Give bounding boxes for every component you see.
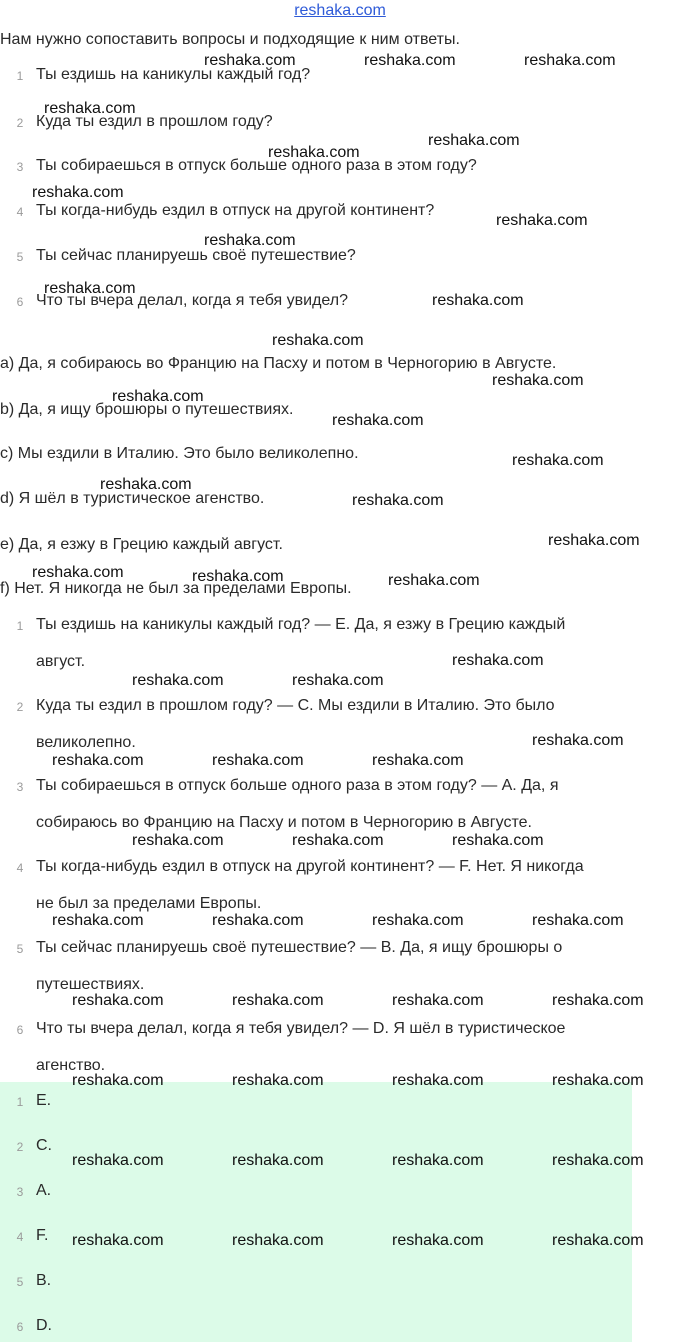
watermark: reshaka.com — [292, 832, 384, 849]
watermark: reshaka.com — [352, 492, 444, 509]
watermark: reshaka.com — [552, 1232, 644, 1249]
answer-block — [0, 1082, 632, 1342]
option-e: e) Да, я езжу в Грецию каждый август. — [0, 536, 283, 553]
watermark: reshaka.com — [204, 232, 296, 249]
answer-number: 1 — [16, 1095, 24, 1109]
watermark: reshaka.com — [496, 212, 588, 229]
watermark: reshaka.com — [52, 912, 144, 929]
pair-number: 2 — [16, 700, 24, 714]
watermark: reshaka.com — [452, 832, 544, 849]
question-text: Ты сейчас планируешь своё путешествие? — [36, 247, 356, 264]
pair-number: 5 — [16, 942, 24, 956]
option-c: c) Мы ездили в Италию. Это было великолепно. — [0, 445, 359, 462]
watermark: reshaka.com — [392, 1152, 484, 1169]
answer-letter: E. — [36, 1092, 52, 1109]
answer-number: 3 — [16, 1185, 24, 1199]
watermark: reshaka.com — [392, 1072, 484, 1089]
pair-line: агенство. — [36, 1057, 106, 1074]
question-text: Ты ездишь на каникулы каждый год? — [36, 66, 311, 83]
watermark: reshaka.com — [552, 992, 644, 1009]
answer-letter: C. — [36, 1137, 52, 1154]
answer-letter: F. — [36, 1227, 49, 1244]
watermark: reshaka.com — [72, 1072, 164, 1089]
answer-letter: D. — [36, 1317, 52, 1334]
watermark: reshaka.com — [552, 1152, 644, 1169]
watermark: reshaka.com — [212, 752, 304, 769]
watermark: reshaka.com — [268, 144, 360, 161]
question-text: Ты собираешься в отпуск больше одного раза в этом году? — [36, 157, 477, 174]
pair-line: Куда ты ездил в прошлом году? — С. Мы ездили в Италию. Это было — [36, 697, 555, 714]
pair-line: Ты ездишь на каникулы каждый год? — Е. Да, я езжу в Грецию каждый — [36, 616, 566, 633]
watermark: reshaka.com — [32, 184, 124, 201]
pair-line: август. — [36, 653, 86, 670]
watermark: reshaka.com — [292, 672, 384, 689]
watermark: reshaka.com — [232, 1152, 324, 1169]
pair-number: 4 — [16, 861, 24, 875]
watermark: reshaka.com — [44, 100, 136, 117]
option-a: a) Да, я собираюсь во Францию на Пасху и потом в Черногорию в Августе. — [0, 355, 557, 372]
answer-letter: A. — [36, 1182, 52, 1199]
question-text: Ты когда-нибудь ездил в отпуск на другой континент? — [36, 202, 435, 219]
pair-line: путешествиях. — [36, 976, 145, 993]
option-d: d) Я шёл в туристическое агенство. — [0, 490, 265, 507]
answer-number: 2 — [16, 1140, 24, 1154]
watermark: reshaka.com — [524, 52, 616, 69]
watermark: reshaka.com — [272, 332, 364, 349]
watermark: reshaka.com — [532, 912, 624, 929]
watermark: reshaka.com — [232, 1232, 324, 1249]
watermark: reshaka.com — [212, 912, 304, 929]
answer-letter: B. — [36, 1272, 52, 1289]
watermark: reshaka.com — [432, 292, 524, 309]
pair-number: 3 — [16, 780, 24, 794]
watermark: reshaka.com — [72, 1232, 164, 1249]
pair-number: 6 — [16, 1023, 24, 1037]
pair-line: не был за пределами Европы. — [36, 895, 262, 912]
watermark: reshaka.com — [392, 992, 484, 1009]
pair-line: великолепно. — [36, 734, 136, 751]
watermark: reshaka.com — [512, 452, 604, 469]
answer-number: 4 — [16, 1230, 24, 1244]
pair-number: 1 — [16, 619, 24, 633]
option-f: f) Нет. Я никогда не был за пределами Европы. — [0, 580, 352, 597]
watermark: reshaka.com — [548, 532, 640, 549]
question-text: Что ты вчера делал, когда я тебя увидел? — [36, 292, 348, 309]
question-number: 2 — [16, 116, 24, 130]
pair-line: Ты когда-нибудь ездил в отпуск на другой континент? — F. Нет. Я никогда — [36, 858, 584, 875]
watermark: reshaka.com — [204, 52, 296, 69]
watermark: reshaka.com — [452, 652, 544, 669]
watermark: reshaka.com — [332, 412, 424, 429]
pair-line: Ты собираешься в отпуск больше одного раза в этом году? — А. Да, я — [36, 777, 559, 794]
watermark: reshaka.com — [192, 568, 284, 585]
watermark: reshaka.com — [372, 912, 464, 929]
watermark: reshaka.com — [492, 372, 584, 389]
question-number: 3 — [16, 160, 24, 174]
watermark: reshaka.com — [532, 732, 624, 749]
question-number: 1 — [16, 69, 24, 83]
watermark: reshaka.com — [232, 992, 324, 1009]
watermark: reshaka.com — [392, 1232, 484, 1249]
task-intro: Нам нужно сопоставить вопросы и подходящие к ним ответы. — [0, 31, 460, 48]
watermark: reshaka.com — [32, 564, 124, 581]
watermark: reshaka.com — [72, 992, 164, 1009]
question-text: Куда ты ездил в прошлом году? — [36, 113, 273, 130]
watermark: reshaka.com — [132, 832, 224, 849]
watermark: reshaka.com — [132, 672, 224, 689]
watermark: reshaka.com — [388, 572, 480, 589]
watermark: reshaka.com — [232, 1072, 324, 1089]
watermark: reshaka.com — [112, 388, 204, 405]
watermark: reshaka.com — [428, 132, 520, 149]
watermark: reshaka.com — [72, 1152, 164, 1169]
site-link[interactable]: reshaka.com — [294, 2, 386, 19]
question-number: 5 — [16, 250, 24, 264]
answer-number: 5 — [16, 1275, 24, 1289]
pair-line: собираюсь во Францию на Пасху и потом в Черногорию в Августе. — [36, 814, 532, 831]
option-b: b) Да, я ищу брошюры о путешествиях. — [0, 401, 294, 418]
watermark: reshaka.com — [52, 752, 144, 769]
watermark: reshaka.com — [100, 476, 192, 493]
question-number: 6 — [16, 295, 24, 309]
pair-line: Что ты вчера делал, когда я тебя увидел? — D. Я шёл в туристическое — [36, 1020, 566, 1037]
pair-line: Ты сейчас планируешь своё путешествие? — В. Да, я ищу брошюры о — [36, 939, 563, 956]
watermark: reshaka.com — [372, 752, 464, 769]
answer-number: 6 — [16, 1320, 24, 1334]
watermark: reshaka.com — [552, 1072, 644, 1089]
watermark: reshaka.com — [364, 52, 456, 69]
question-number: 4 — [16, 205, 24, 219]
watermark: reshaka.com — [44, 280, 136, 297]
